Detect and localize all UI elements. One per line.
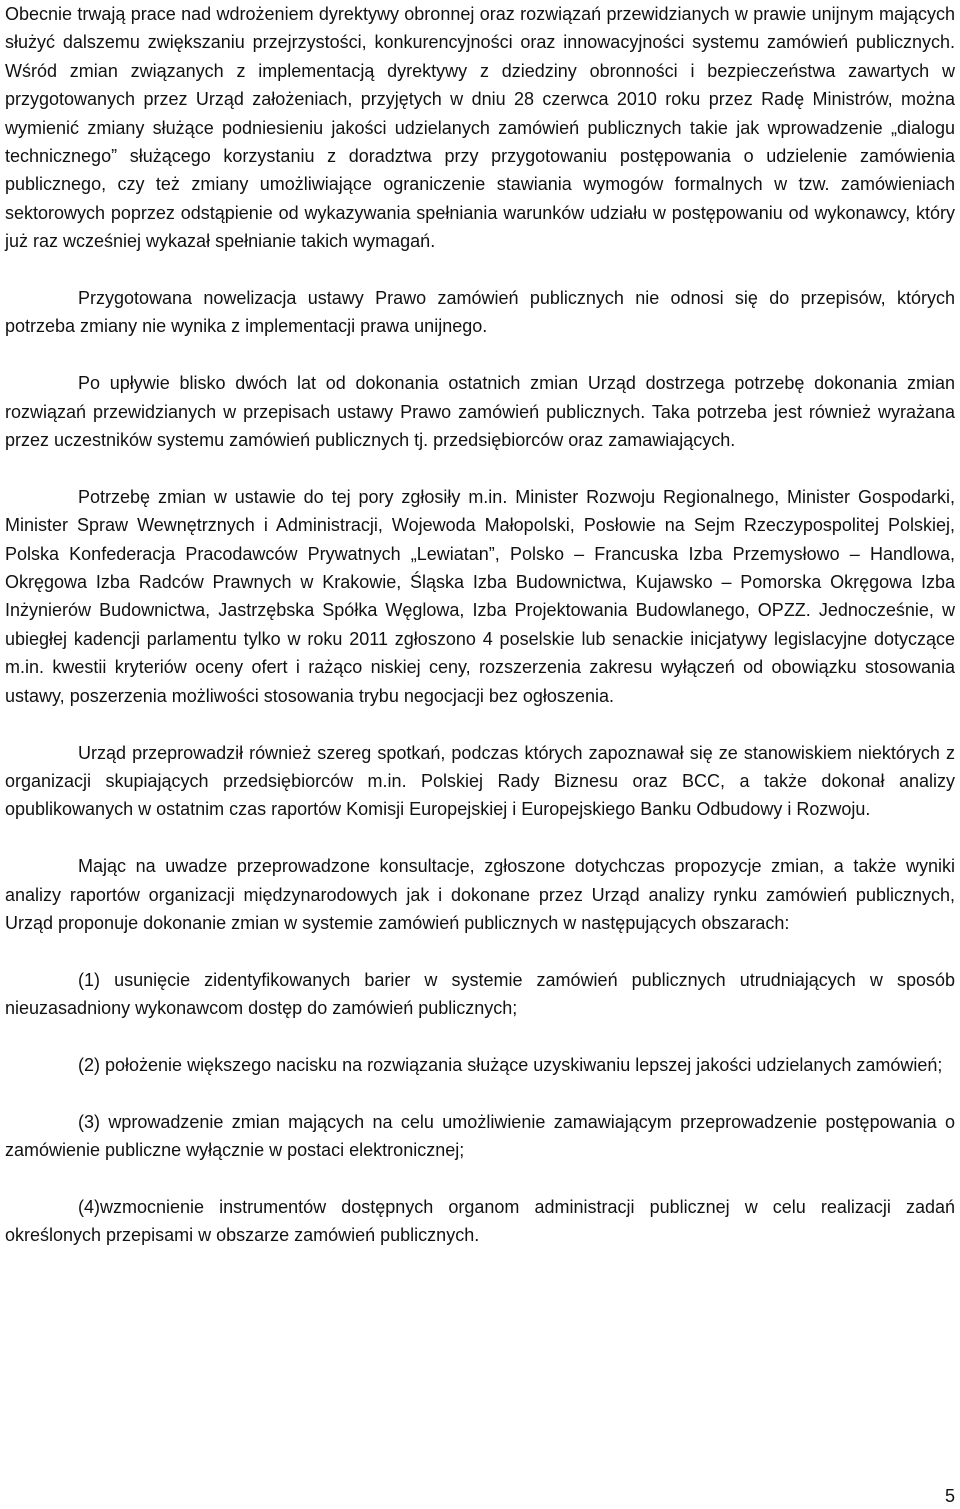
paragraph-gap <box>5 937 955 965</box>
paragraph-gap <box>5 341 955 369</box>
paragraph-meetings: Urząd przeprowadził również szereg spotkań, podczas których zapoznawał się ze stanowiskiem niektórych z organizacji skupiających przedsiębiorców m.in. Polskiej Rady Biznesu oraz BCC, a także dokonał analizy opublikowanych w ostatnim czas raportów Komisji Europejskiej i Europejskiego Banku Odbudowy i Rozwoju. <box>5 742 955 820</box>
list-item-2: (2) położenie większego nacisku na rozwiązania służące uzyskiwaniu lepszej jakości udzielanych zamówień; <box>78 1054 943 1075</box>
paragraph-reported-needs: Potrzebę zmian w ustawie do tej pory zgłosiły m.in. Minister Rozwoju Regionalnego, Minister Gospodarki, Minister Spraw Wewnętrznych i Administracji, Wojewoda Małopolski, Posłowie na Sejm Rzeczypospolitej Polskiej, Polska Konfederacja Pracodawców Prywatnych „Lewiatan”, Polsko – Francuska Izba Przemysłowo – Handlowa, Okręgowa Izba Radców Prawnych w Krakowie, Śląska Izba Budownictwa, Kujawsko – Pomorska Okręgowa Izba Inżynierów Budownictwa, Jastrzębska Spółka Węglowa, Izba Projektowania Budowlanego, OPZZ. Jednocześnie, w ubiegłej kadencji parlamentu tylko w roku 2011 zgłoszono 4 poselskie lub senackie inicjatywy legislacyjne dotyczące m.in. kwestii kryteriów oceny ofert i rażąco niskiej ceny, rozszerzenia zakresu wyłączeń od obowiązku stosowania ustawy, poszerzenia możliwości stosowania trybu negocjacji bez ogłoszenia. <box>5 486 955 706</box>
paragraph-gap <box>5 256 955 284</box>
paragraph-proposal-intro: Mając na uwadze przeprowadzone konsultacje, zgłoszone dotychczas propozycje zmian, a także wyniki analizy raportów organizacji międzynarodowych jak i dokonane przez Urząd analizy rynku zamówień publicznych, Urząd proponuje dokonanie zmian w systemie zamówień publicznych w następujących obszarach: <box>5 856 955 933</box>
paragraph-gap <box>5 1079 955 1107</box>
document-page <box>5 0 955 1250</box>
paragraph-gap <box>5 454 955 482</box>
list-item-1: (1) usunięcie zidentyfikowanych barier w systemie zamówień publicznych utrudniających w sposób nieuzasadniony wykonawcom dostęp do zamówień publicznych; <box>5 969 955 1019</box>
paragraph-need-for-changes: Po upływie blisko dwóch lat od dokonania ostatnich zmian Urząd dostrzega potrzebę dokonania zmian rozwiązań przewidzianych w przepisach ustawy Prawo zamówień publicznych. Taka potrzeba jest również wyrażana przez uczestników systemu zamówień publicznych tj. przedsiębiorców oraz zamawiających. <box>5 373 955 451</box>
paragraph-gap <box>5 1165 955 1193</box>
paragraph-gap <box>5 824 955 852</box>
list-item-3: (3) wprowadzenie zmian mających na celu umożliwienie zamawiającym przeprowadzenie postępowania o zamówienie publiczne wyłącznie w postaci elektronicznej; <box>5 1111 955 1161</box>
paragraph-defence-directive: Obecnie trwają prace nad wdrożeniem dyrektywy obronnej oraz rozwiązań przewidzianych w prawie unijnym mających służyć dalszemu zwiększaniu przejrzystości, konkurencyjności oraz innowacyjności systemu zamówień publicznych. Wśród zmian związanych z implementacją dyrektywy z dziedziny obronności i bezpieczeństwa zawartych w przygotowanych przez Urząd założeniach, przyjętych w dniu 28 czerwca 2010 roku przez Radę Ministrów, można wymienić zmiany służące podniesieniu jakości udzielanych zamówień publicznych takie jak wprowadzenie „dialogu technicznego” służącego korzystaniu z doradztwa przy przygotowaniu postępowania o udzielenie zamówienia publicznego, czy też zmiany umożliwiające ograniczenie stawiania wymogów formalnych w tzw. zamówieniach sektorowych poprzez odstąpienie od wykazywania spełniania warunków udziału w postępowaniu od wykonawcy, który już raz wcześniej wykazał spełnianie takich wymagań. <box>5 4 955 252</box>
paragraph-amendment-scope: Przygotowana nowelizacja ustawy Prawo zamówień publicznych nie odnosi się do przepisów, których potrzeba zmiany nie wynika z implementacji prawa unijnego. <box>5 288 955 337</box>
paragraph-gap <box>5 1023 955 1051</box>
paragraph-gap <box>5 710 955 738</box>
page-number: 5 <box>944 1486 955 1506</box>
list-item-4: (4)wzmocnienie instrumentów dostępnych organom administracji publicznej w celu realizacji zadań określonych przepisami w obszarze zamówień publicznych. <box>5 1196 955 1246</box>
